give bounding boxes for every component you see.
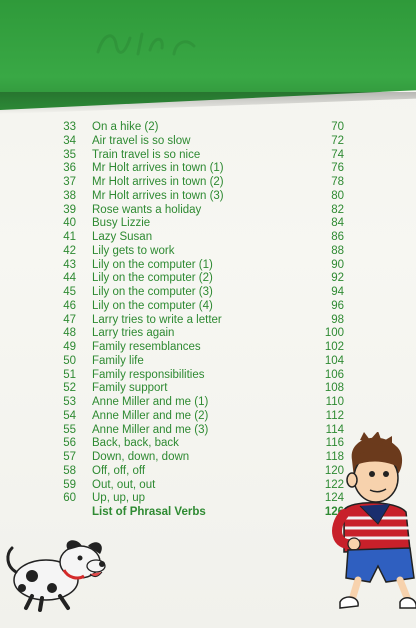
toc-row (0, 286, 416, 300)
unit-title: Family life (92, 354, 144, 367)
toc-row (0, 300, 416, 314)
page-number: 72 (331, 134, 344, 147)
page-number: 76 (331, 162, 344, 175)
page-number: 94 (331, 286, 344, 298)
toc-row (0, 162, 416, 176)
unit-title: Larry tries to write a letter (92, 313, 222, 326)
page-number: 98 (331, 313, 344, 326)
page-number: 78 (331, 176, 344, 188)
unit-title: Family responsibilities (92, 368, 205, 381)
toc-row (0, 190, 416, 204)
page-number: 112 (325, 409, 344, 422)
toc-row (0, 231, 416, 245)
unit-number: 56 (63, 437, 76, 450)
unit-number: 55 (63, 423, 76, 436)
unit-title: Lily on the computer (3) (92, 286, 213, 298)
toc-row (0, 121, 416, 135)
unit-title: On a hike (2) (92, 121, 159, 133)
unit-number: 57 (63, 451, 76, 463)
unit-number: 44 (63, 272, 76, 285)
page-number: 84 (331, 217, 344, 230)
unit-title: Larry tries again (92, 327, 175, 340)
toc-row (0, 245, 416, 259)
page-number: 108 (324, 382, 344, 395)
boy-running-illustration (330, 432, 416, 612)
toc-row (0, 204, 416, 218)
unit-title: Anne Miller and me (3) (92, 423, 209, 436)
unit-title: Family support (92, 382, 168, 395)
page-number: 122 (324, 478, 344, 491)
unit-title: Mr Holt arrives in town (3) (92, 189, 224, 202)
page-number: 120 (324, 464, 344, 477)
unit-title: Lazy Susan (92, 231, 153, 243)
toc-row (0, 382, 416, 396)
dog-running-illustration (2, 532, 112, 612)
unit-number: 41 (63, 231, 76, 243)
unit-number: 50 (63, 354, 76, 367)
toc-row (0, 217, 416, 231)
toc-row (0, 314, 416, 328)
page-number: 102 (324, 341, 344, 353)
unit-number: 35 (63, 148, 76, 161)
page-number: 104 (324, 354, 344, 367)
unit-title: Mr Holt arrives in town (2) (92, 176, 224, 188)
unit-number: 59 (63, 478, 76, 491)
phrasal-verbs-list-title: List of Phrasal Verbs (92, 506, 206, 518)
toc-row (0, 135, 416, 149)
unit-title: Up, up, up (92, 492, 146, 505)
unit-title: Busy Lizzie (92, 217, 151, 230)
page-number: 126 (324, 506, 344, 518)
unit-number: 39 (63, 203, 76, 216)
toc-row (0, 410, 416, 424)
unit-number: 52 (63, 382, 76, 395)
unit-title: Rose wants a holiday (92, 203, 202, 216)
page-number: 92 (331, 272, 344, 285)
toc-row (0, 369, 416, 383)
page-number: 70 (331, 121, 344, 133)
toc-row (0, 355, 416, 369)
unit-number: 58 (63, 464, 76, 477)
unit-title: Mr Holt arrives in town (1) (92, 162, 224, 175)
page-number: 88 (331, 244, 344, 257)
unit-number: 33 (63, 121, 76, 133)
unit-title: Air travel is so slow (92, 134, 191, 147)
unit-number: 34 (63, 134, 76, 147)
toc-row (0, 272, 416, 286)
toc-row (0, 341, 416, 355)
page-number: 118 (325, 451, 344, 463)
header-shadow (0, 92, 416, 114)
unit-number: 51 (63, 368, 76, 381)
unit-title: Anne Miller and me (2) (92, 409, 209, 422)
faint-logo-mark (90, 24, 210, 64)
toc-row (0, 327, 416, 341)
page-number: 110 (325, 396, 344, 408)
unit-title: Lily on the computer (2) (92, 272, 213, 285)
page-number: 90 (331, 258, 344, 271)
toc-row (0, 259, 416, 273)
unit-title: Off, off, off (92, 464, 146, 477)
unit-number: 47 (63, 313, 76, 326)
unit-number: 49 (63, 341, 76, 353)
page-number: 74 (331, 148, 344, 161)
unit-number: 60 (63, 492, 76, 505)
toc-row (0, 396, 416, 410)
unit-number: 46 (63, 299, 76, 312)
unit-title: Lily on the computer (1) (92, 258, 213, 271)
page-number: 82 (331, 203, 344, 216)
page-number: 106 (324, 368, 344, 381)
unit-number: 53 (63, 396, 76, 408)
unit-number: 48 (63, 327, 76, 340)
page-number: 86 (331, 231, 344, 243)
unit-number: 42 (63, 244, 76, 257)
unit-number: 37 (63, 176, 76, 188)
unit-title: Family resemblances (92, 341, 201, 353)
unit-title: Lily gets to work (92, 244, 175, 257)
unit-number: 43 (63, 258, 76, 271)
unit-title: Train travel is so nice (92, 148, 201, 161)
page-number: 96 (331, 299, 344, 312)
page-number: 114 (325, 423, 344, 436)
unit-title: Out, out, out (92, 478, 156, 491)
unit-title: Anne Miller and me (1) (92, 396, 209, 408)
unit-number: 45 (63, 286, 76, 298)
unit-title: Down, down, down (92, 451, 190, 463)
toc-row (0, 176, 416, 190)
page-number: 80 (331, 189, 344, 202)
unit-number: 36 (63, 162, 76, 175)
page-number: 100 (324, 327, 344, 340)
page-number: 124 (324, 492, 344, 505)
unit-number: 38 (63, 189, 76, 202)
unit-title: Back, back, back (92, 437, 179, 450)
unit-number: 54 (63, 409, 76, 422)
page-number: 116 (325, 437, 344, 450)
toc-row (0, 149, 416, 163)
unit-title: Lily on the computer (4) (92, 299, 213, 312)
unit-number: 40 (63, 217, 76, 230)
